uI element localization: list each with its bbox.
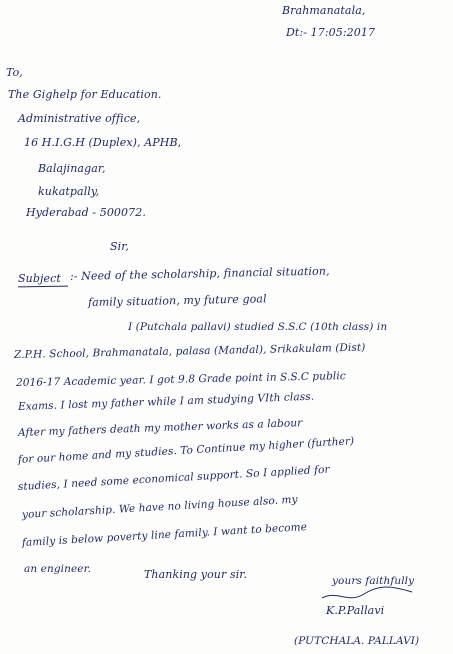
subject-label: Subject	[18, 272, 61, 285]
body-line-10: an engineer.	[24, 563, 92, 575]
address-line-1: The Gighelp for Education.	[8, 88, 162, 101]
subject-line-2: family situation, my future goal	[87, 292, 267, 309]
to-line: To,	[6, 66, 23, 79]
body-line-4: Exams. I lost my father while I am studying VIth class.	[17, 390, 315, 413]
signature: K.P.Pallavi	[326, 604, 385, 617]
body-line-2: Z.P.H. School, Brahmanatala, palasa (Mandal), Srikakulam (Dist)	[13, 341, 366, 361]
address-line-6: Hyderabad - 500072.	[26, 206, 146, 219]
signature-flourish	[320, 562, 430, 606]
address-line-2: Administrative office,	[18, 112, 141, 125]
body-line-6: for our home and my studies. To Continue my higher (further)	[17, 435, 355, 466]
body-line-7: studies, I need some economical support. So I applied for	[17, 463, 330, 493]
subject-line-1: :- Need of the scholarship, financial situation,	[69, 264, 330, 283]
body-line-3: 2016-17 Academic year. I got 9.8 Grade point in S.S.C public	[15, 370, 346, 389]
address-line-3: 16 H.I.G.H (Duplex), APHB,	[24, 136, 182, 149]
printed-name: (PUTCHALA. PALLAVI)	[294, 635, 420, 647]
yours-faithfully: yours faithfully	[332, 575, 415, 587]
subject-underline	[18, 286, 68, 288]
place-line: Brahmanatala,	[282, 4, 366, 17]
body-line-5: After my fathers death my mother works as a labour	[17, 417, 303, 439]
body-line-1: I (Putchala pallavi) studied S.S.C (10th class) in	[128, 321, 388, 333]
body-line-8: your scholarship. We have no living house also. my	[21, 493, 298, 521]
address-line-5: kukatpally,	[38, 185, 100, 198]
date-line: Dt:- 17:05:2017	[286, 26, 376, 39]
thanks-line: Thanking your sir.	[144, 568, 248, 581]
salutation: Sir,	[110, 240, 130, 253]
body-line-9: family is below poverty line family. I want to become	[21, 521, 308, 549]
address-line-4: Balajinagar,	[38, 162, 106, 175]
